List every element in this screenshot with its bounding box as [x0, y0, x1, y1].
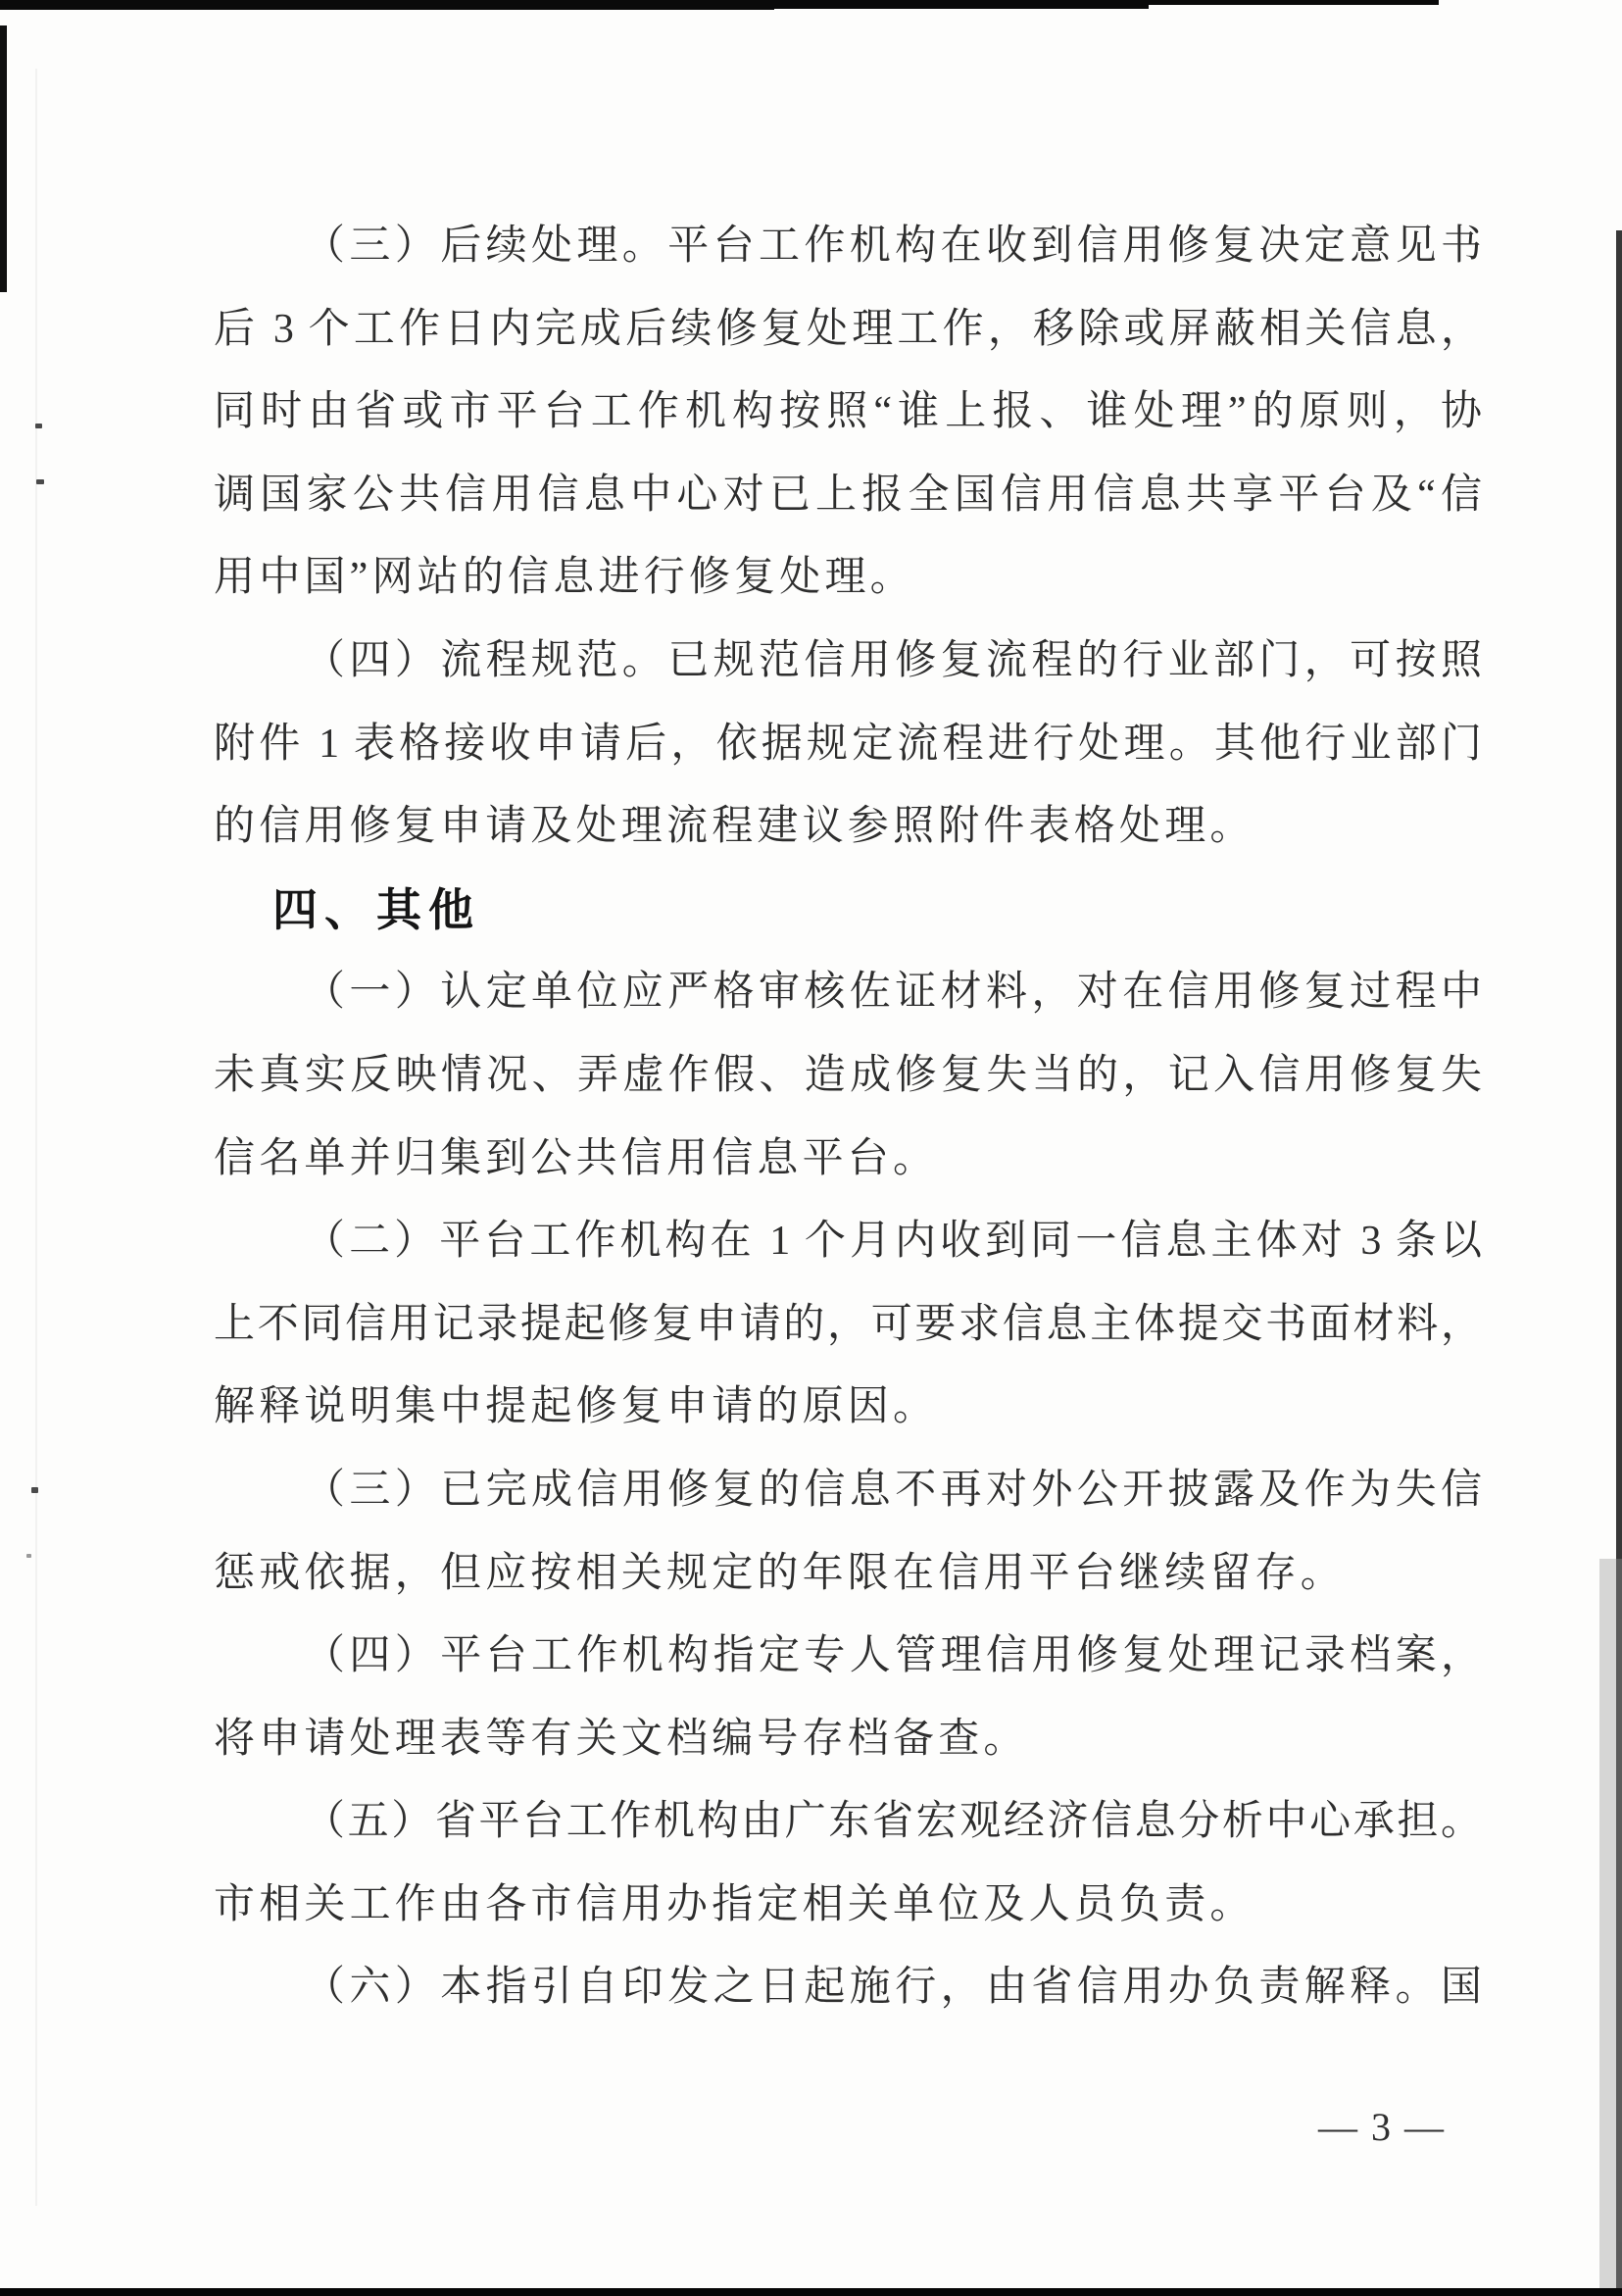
text-line: （四）平台工作机构指定专人管理信用修复处理记录档案， [304, 1633, 1482, 1679]
text-line: （二）平台工作机构在 1 个月内收到同一信息主体对 3 条以 [304, 1219, 1482, 1265]
text-line: 调国家公共信用信息中心对已上报全国信用信息共享平台及“信 [214, 472, 1482, 518]
scan-speck [26, 1554, 31, 1558]
text-line: 解释说明集中提起修复申请的原因。 [214, 1384, 939, 1430]
text-line: 惩戒依据，但应按相关规定的年限在信用平台继续留存。 [214, 1550, 1347, 1596]
text-line: （六）本指引自印发之日起施行，由省信用办负责解释。国 [304, 1965, 1482, 2011]
section-heading: 四、其他 [272, 883, 480, 935]
scan-speck [36, 479, 44, 484]
text-line: 信名单并归集到公共信用信息平台。 [214, 1135, 939, 1181]
scan-artifact-top-bar [1149, 0, 1439, 5]
scan-speck [31, 1487, 38, 1493]
text-line: 未真实反映情况、弄虚作假、造成修复失当的，记入信用修复失 [214, 1052, 1482, 1098]
text-line: 将申请处理表等有关文档编号存档备查。 [214, 1716, 1029, 1762]
scan-artifact-left-strip [0, 25, 7, 292]
text-line: （五）省平台工作机构由广东省宏观经济信息分析中心承担。 [304, 1799, 1482, 1845]
scan-artifact-bottom-bar [0, 2288, 1622, 2296]
text-line: （四）流程规范。已规范信用修复流程的行业部门，可按照 [304, 637, 1482, 683]
text-line: 的信用修复申请及处理流程建议参照附件表格处理。 [214, 804, 1255, 850]
scan-artifact-top-bar [774, 0, 1149, 9]
text-line: 市相关工作由各市信用办指定相关单位及人员负责。 [214, 1881, 1255, 1927]
page-number: — 3 — [1318, 2105, 1446, 2149]
text-line: 上不同信用记录提起修复申请的，可要求信息主体提交书面材料， [214, 1301, 1482, 1347]
scan-artifact-right-band [1599, 1559, 1622, 2296]
scan-artifact-faint-line [35, 69, 37, 2206]
text-line: 附件 1 表格接收申请后，依据规定流程进行处理。其他行业部门 [214, 721, 1482, 767]
text-line: （三）后续处理。平台工作机构在收到信用修复决定意见书 [304, 224, 1482, 269]
text-line: 用中国”网站的信息进行修复处理。 [214, 555, 915, 601]
text-line: （三）已完成信用修复的信息不再对外公开披露及作为失信 [304, 1467, 1482, 1513]
text-line: 后 3 个工作日内完成后续修复处理工作，移除或屏蔽相关信息， [214, 306, 1482, 352]
text-line: （一）认定单位应严格审核佐证材料，对在信用修复过程中 [304, 970, 1482, 1016]
scan-speck [35, 424, 42, 428]
document-body [214, 205, 1482, 2029]
scan-artifact-top-bar [0, 0, 774, 10]
text-line: 同时由省或市平台工作机构按照“谁上报、谁处理”的原则，协 [214, 389, 1482, 435]
